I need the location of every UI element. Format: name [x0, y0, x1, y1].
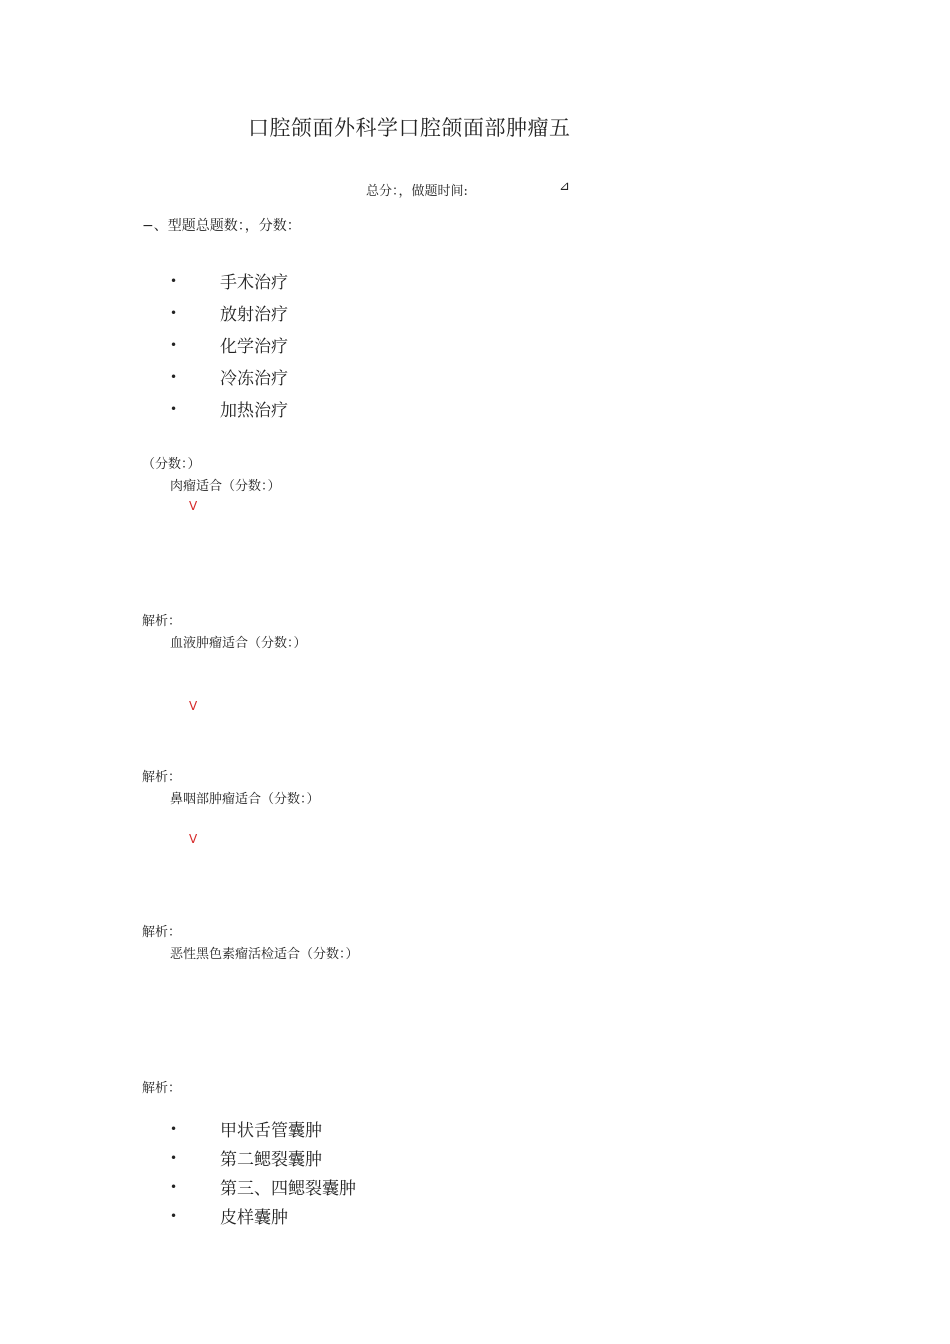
check-mark-icon: V: [189, 832, 198, 846]
question-1: 肉瘤适合（分数：）: [170, 479, 281, 494]
bullet-icon: •: [170, 338, 178, 352]
bullet-icon: •: [170, 370, 178, 384]
check-mark-icon: V: [189, 699, 198, 713]
analysis-label: 解析：: [142, 1081, 182, 1096]
bullet-icon: •: [170, 1122, 178, 1136]
option-label: 化学治疗: [220, 337, 288, 357]
option-label: 第三、四鳃裂囊肿: [220, 1179, 356, 1199]
triangle-mark-icon: ⊿: [559, 179, 570, 194]
bullet-icon: •: [170, 402, 178, 416]
score-label: （分数：）: [142, 457, 201, 472]
analysis-label: 解析：: [142, 770, 182, 785]
section-header: −、型题总题数：，分数：: [142, 218, 301, 234]
option-label: 手术治疗: [220, 273, 288, 293]
analysis-label: 解析：: [142, 925, 182, 940]
bullet-icon: •: [170, 306, 178, 320]
option-label: 第二鳃裂囊肿: [220, 1150, 322, 1170]
option-label: 加热治疗: [220, 401, 288, 421]
question-4: 恶性黑色素瘤活检适合（分数：）: [170, 947, 359, 962]
page-title: 口腔颌面外科学口腔颌面部肿瘤五: [248, 116, 571, 140]
exam-info: 总分：，做题时间:: [366, 184, 468, 199]
analysis-label: 解析：: [142, 614, 182, 629]
bullet-icon: •: [170, 1151, 178, 1165]
option-label: 皮样囊肿: [220, 1208, 288, 1228]
option-label: 放射治疗: [220, 305, 288, 325]
check-mark-icon: V: [189, 499, 198, 513]
bullet-icon: •: [170, 1209, 178, 1223]
option-label: 甲状舌管囊肿: [220, 1121, 322, 1141]
bullet-icon: •: [170, 1180, 178, 1194]
question-3: 鼻咽部肿瘤适合（分数：）: [170, 792, 320, 807]
question-2: 血液肿瘤适合（分数：）: [170, 636, 307, 651]
option-label: 冷冻治疗: [220, 369, 288, 389]
bullet-icon: •: [170, 274, 178, 288]
